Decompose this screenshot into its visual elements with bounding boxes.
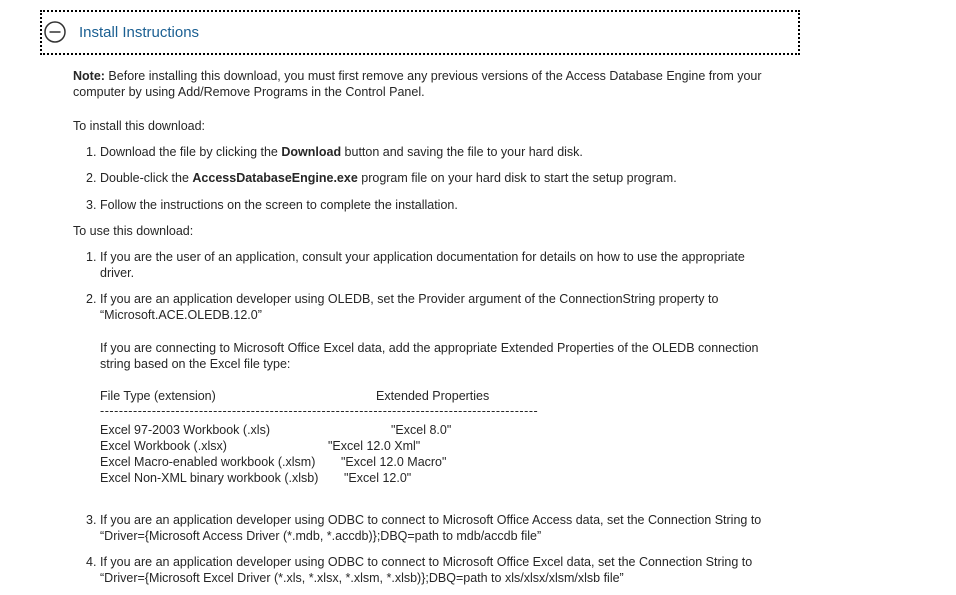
file-type-cell: Excel Non-XML binary workbook (.xlsb) (100, 471, 319, 485)
step-number: 1. (86, 250, 97, 264)
file-type-table-header (100, 388, 800, 404)
step-text: program file on your hard disk to start the setup program. (357, 171, 677, 185)
step-text: If you are an application developer using OLEDB, set the Provider argument of the ConnectionString property to (100, 292, 719, 306)
install-step (73, 197, 458, 213)
extended-property-cell: "Excel 8.0" (391, 423, 452, 437)
table-row (100, 438, 800, 454)
note-paragraph (73, 68, 793, 100)
collapse-minus-icon[interactable] (44, 21, 66, 43)
use-step (73, 512, 820, 544)
connection-string: “Driver={Microsoft Access Driver (*.mdb, *.accdb)};DBQ=path to mdb/accdb file” (100, 529, 542, 543)
step-number: 1. (86, 145, 97, 159)
step-text: Download the file by clicking the (100, 145, 282, 159)
table-separator: --------------------------------------------------------------------------------------------- (100, 404, 539, 418)
install-heading: To install this download: (73, 119, 206, 133)
table-row (100, 454, 800, 470)
step-text: Double-click the (100, 171, 193, 185)
step-text: driver. (100, 266, 135, 280)
step-bold-text: Download (281, 145, 342, 159)
step-bold-text: AccessDatabaseEngine.exe (192, 171, 358, 185)
connection-string: “Driver={Microsoft Excel Driver (*.xls, *.xlsx, *.xlsm, *.xlsb)};DBQ=path to xls/xlsx/xlsm/xlsb file” (100, 571, 624, 585)
step-text: Follow the instructions on the screen to complete the installation. (100, 198, 458, 212)
use-heading: To use this download: (73, 224, 194, 238)
step-number: 3. (86, 513, 97, 527)
step-text: If you are connecting to Microsoft Office Excel data, add the appropriate Extended Properties of the OLEDB connection (100, 341, 759, 355)
note-label: Note: (73, 69, 105, 83)
step-text: If you are an application developer using ODBC to connect to Microsoft Office Excel data, set the Connection String to (100, 555, 753, 569)
step-text: If you are an application developer using ODBC to connect to Microsoft Office Access data, set the Connection String to (100, 513, 762, 527)
step-text: string based on the Excel file type: (100, 357, 291, 371)
section-title: Install Instructions (79, 24, 200, 41)
table-row (100, 422, 800, 438)
use-step (73, 249, 800, 281)
note-text: Before installing this download, you must first remove any previous versions of the Access Database Engine from your computer by using Add/Remove Programs in the Control Panel. (73, 69, 762, 99)
use-step (73, 291, 800, 486)
col-extended-properties: Extended Properties (376, 389, 490, 403)
step-number: 2. (86, 292, 97, 306)
provider-string: “Microsoft.ACE.OLEDB.12.0” (100, 308, 262, 322)
step-text: button and saving the file to your hard disk. (341, 145, 583, 159)
extended-property-cell: "Excel 12.0" (344, 471, 412, 485)
extended-property-cell: "Excel 12.0 Xml" (328, 439, 421, 453)
step-number: 4. (86, 555, 97, 569)
use-step (73, 554, 820, 586)
file-type-cell: Excel 97-2003 Workbook (.xls) (100, 423, 270, 437)
col-file-type: File Type (extension) (100, 389, 216, 403)
file-type-cell: Excel Workbook (.xlsx) (100, 439, 227, 453)
step-text: If you are the user of an application, consult your application documentation for details on how to use the appropriate (100, 250, 745, 264)
step-number: 2. (86, 171, 97, 185)
install-step (73, 144, 583, 160)
install-step (73, 170, 677, 186)
table-row (100, 470, 800, 486)
install-instructions-toggle[interactable] (40, 10, 800, 55)
extended-property-cell: "Excel 12.0 Macro" (341, 455, 447, 469)
step-number: 3. (86, 198, 97, 212)
file-type-cell: Excel Macro-enabled workbook (.xlsm) (100, 455, 316, 469)
